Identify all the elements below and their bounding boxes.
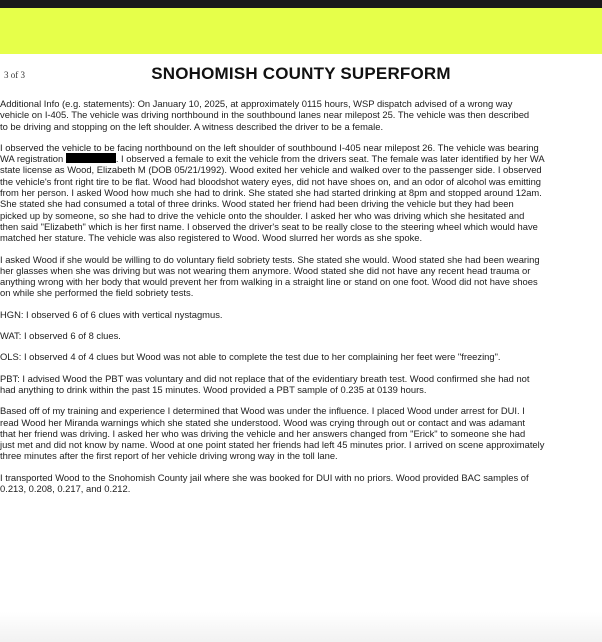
report-line: to be driving and stopping on the left shoulder. A witness described the driver to be a female.: [0, 120, 384, 132]
registration-continuation: . I observed a female to exit the vehicle from the drivers seat. The female was later identified by her WA: [115, 153, 545, 165]
report-line-with-redaction: [0, 153, 602, 164]
redacted-plate: [66, 153, 116, 163]
report-line: state license as Wood, Elizabeth M (DOB 05/21/1992). Wood exited her vehicle and walked over to the passenger side. I observed: [0, 164, 542, 176]
report-body: [0, 98, 602, 494]
report-line: on while she performed the field sobriety tests.: [0, 287, 194, 299]
ols-result: OLS: I observed 4 of 4 clues but Wood was not able to complete the test due to her complaining her feet were "freezing".: [0, 351, 501, 363]
report-line: I asked Wood if she would be willing to do voluntary field sobriety tests. She stated she would. Wood stated she had been wearing: [0, 253, 540, 265]
report-line: three minutes after the first report of her vehicle driving wrong way in the toll lane.: [0, 450, 338, 462]
report-line: from her person. I asked Wood how much she had to drink. She stated she had started drinking at 8pm and stopped around 12am.: [0, 187, 542, 199]
hgn-result: HGN: I observed 6 of 6 clues with vertical nystagmus.: [0, 308, 223, 320]
registration-label: WA registration: [0, 153, 64, 165]
page-bottom-margin: [0, 612, 602, 642]
report-line: Based off of my training and experience I determined that Wood was under the influence. I placed Wood under arrest for DUI. I: [0, 405, 525, 417]
report-line: picked up by someone, so she had to drive the vehicle onto the shoulder. I asked her who was driving which she hesitated and: [0, 209, 525, 221]
page-indicator: 3 of 3: [4, 70, 25, 80]
report-line: vehicle on I-405. The vehicle was driving northbound in the southbound lanes near milepost 25. The vehicle was then described: [0, 109, 530, 121]
report-line: then said "Elizabeth" which is her first name. I observed the driver's seat to be really close to the steering wheel which would have: [0, 220, 538, 232]
report-line: I observed the vehicle to be facing northbound on the left shoulder of southbound I-405 near milepost 26. The vehicle was bearing: [0, 141, 539, 153]
report-line: 0.213, 0.208, 0.217, and 0.212.: [0, 483, 131, 495]
pbt-line: PBT: I advised Wood the PBT was voluntary and did not replace that of the evidentiary breath test. Wood confirmed she had not: [0, 372, 530, 384]
report-line: that her friend was driving. I asked her who was driving the vehicle and her answers changed from "Erick" to someone she had: [0, 427, 526, 439]
wat-result: WAT: I observed 6 of 8 clues.: [0, 330, 121, 342]
report-line: She stated she had consumed a total of three drinks. Wood stated her friend had been driving the vehicle but they had been: [0, 198, 514, 210]
document-title: SNOHOMISH COUNTY SUPERFORM: [151, 64, 451, 83]
report-line: anything wrong with her body that would prevent her from walking in a straight line or stand on one foot. Wood did not have shoes: [0, 276, 538, 288]
report-line: her glasses when she was driving but was not wearing them anymore. Wood stated she did not have any recent head trauma or: [0, 264, 531, 276]
report-line: just met and did not know by name. Wood at one point stated her friends had left 45 minutes prior. I arrived on scene approximately: [0, 439, 545, 451]
top-banner: [0, 0, 602, 54]
report-line: Additional Info (e.g. statements): On January 10, 2025, at approximately 0115 hours, WSP dispatch advised of a wrong way: [0, 98, 513, 109]
report-line: read Wood her Miranda warnings which she stated she understood. Wood was crying through out or contact and was adamant: [0, 416, 525, 428]
report-line: matched her stature. The vehicle was also registered to Wood. Wood slurred her words as she spoke.: [0, 232, 423, 244]
pbt-line: had anything to drink within the past 15 minutes. Wood provided a PBT sample of 0.235 at 0139 hours.: [0, 383, 427, 395]
document-page: [0, 54, 602, 642]
top-edge-strip: [0, 0, 602, 8]
report-line: I transported Wood to the Snohomish County jail where she was booked for DUI with no priors. Wood provided BAC samples of: [0, 471, 529, 483]
report-line: the vehicle's front right tire to be flat. Wood had bloodshot watery eyes, did not have shoes on, and an odor of alcohol was emitting: [0, 175, 542, 187]
